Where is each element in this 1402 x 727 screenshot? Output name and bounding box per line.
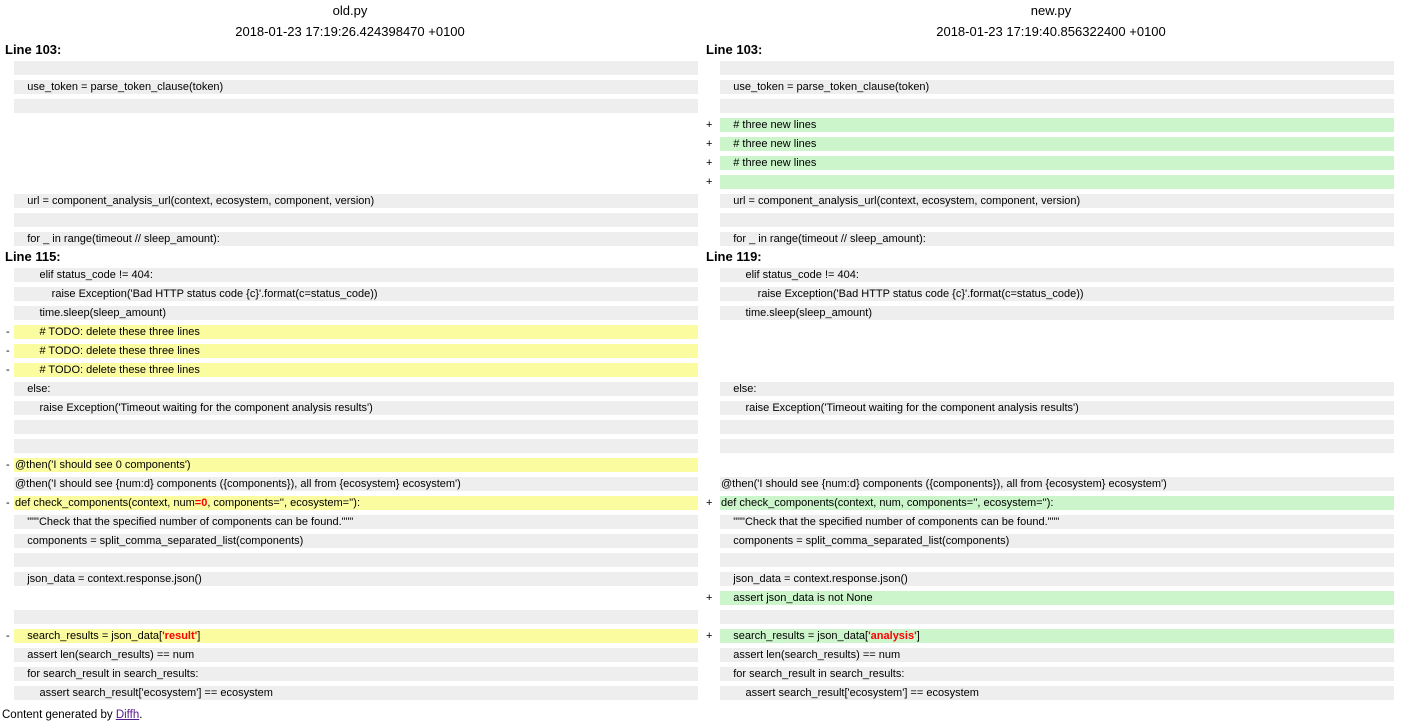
changed-text: 'analysis' — [868, 630, 917, 642]
no-marker — [698, 458, 720, 472]
code-text: else: — [721, 383, 757, 395]
code-text: @then('I should see {num:d} components ({components}), all from {ecosystem} ecosystem') — [15, 478, 461, 490]
no-marker — [0, 439, 14, 453]
old-code-line — [14, 382, 698, 396]
new-code-line — [720, 194, 1394, 208]
new-code-line — [720, 382, 1394, 396]
no-marker — [698, 61, 720, 75]
code-text: # TODO: delete these three lines — [15, 364, 200, 376]
old-code-line — [14, 194, 698, 208]
code-text: elif status_code != 404: — [721, 269, 859, 281]
code-text: , components='', ecosystem=''): — [207, 497, 361, 509]
old-code-line — [14, 591, 698, 605]
changed-text: 'result' — [162, 630, 198, 642]
no-marker — [0, 667, 14, 681]
no-marker — [0, 686, 14, 700]
new-code-line — [720, 156, 1394, 170]
no-marker — [0, 118, 14, 132]
diffh-link[interactable]: Diffh — [115, 709, 140, 721]
new-code-line — [720, 118, 1394, 132]
file-titles — [0, 4, 1402, 39]
code-text: raise Exception('Timeout waiting for the component analysis results') — [721, 402, 1079, 414]
code-text: url = component_analysis_url(context, ecosystem, component, version) — [15, 195, 375, 207]
old-code-line — [14, 287, 698, 301]
no-marker — [0, 648, 14, 662]
old-code-line — [14, 268, 698, 282]
added-marker: + — [706, 138, 713, 150]
new-hunk-header: Line 119: — [706, 249, 762, 264]
new-hunk-header: Line 103: — [706, 42, 763, 57]
removed-marker: - — [6, 459, 10, 471]
hunk-header-row — [0, 250, 1402, 264]
no-marker — [698, 420, 720, 434]
new-code-line — [720, 232, 1394, 246]
no-marker — [0, 194, 14, 208]
added-marker: + — [706, 592, 713, 604]
code-text: components = split_comma_separated_list(components) — [721, 535, 1010, 547]
new-code-line — [720, 401, 1394, 415]
code-text: ] — [197, 630, 201, 642]
new-code-line — [720, 534, 1394, 548]
no-marker — [698, 401, 720, 415]
no-marker — [698, 553, 720, 567]
code-text: for _ in range(timeout // sleep_amount): — [721, 233, 926, 245]
old-code-line — [14, 306, 698, 320]
no-marker — [0, 534, 14, 548]
new-code-line — [720, 686, 1394, 700]
no-marker — [0, 61, 14, 75]
removed-marker: - — [6, 497, 10, 509]
old-code-line — [14, 232, 698, 246]
new-code-line — [720, 496, 1394, 510]
old-code-line — [14, 401, 698, 415]
no-marker — [0, 515, 14, 529]
old-code-line — [14, 610, 698, 624]
old-code-line — [14, 99, 698, 113]
diff-rows — [0, 268, 1402, 700]
code-text: url = component_analysis_url(context, ecosystem, component, version) — [721, 195, 1081, 207]
code-text: ] — [916, 630, 920, 642]
no-marker — [698, 194, 720, 208]
code-text: search_results = json_data[ — [15, 630, 163, 642]
new-code-line — [720, 137, 1394, 151]
new-code-line — [720, 213, 1394, 227]
no-marker — [698, 477, 720, 491]
old-file-name: old.py — [332, 3, 368, 18]
no-marker — [0, 572, 14, 586]
old-code-line — [14, 667, 698, 681]
changed-text: =0 — [194, 497, 208, 509]
no-marker — [698, 99, 720, 113]
no-marker — [0, 591, 14, 605]
added-marker: + — [706, 157, 713, 169]
code-text: use_token = parse_token_clause(token) — [721, 81, 930, 93]
no-marker — [0, 213, 14, 227]
no-marker — [0, 287, 14, 301]
no-marker — [0, 382, 14, 396]
new-code-line — [720, 648, 1394, 662]
no-marker — [0, 306, 14, 320]
code-text: """Check that the specified number of components can be found.""" — [15, 516, 354, 528]
removed-marker: - — [6, 364, 10, 376]
old-code-line — [14, 629, 698, 643]
new-code-line — [720, 99, 1394, 113]
code-text: components = split_comma_separated_list(components) — [15, 535, 304, 547]
old-code-line — [14, 439, 698, 453]
no-marker — [698, 363, 720, 377]
code-text: use_token = parse_token_clause(token) — [15, 81, 224, 93]
code-text: @then('I should see {num:d} components ({components}), all from {ecosystem} ecosystem') — [721, 478, 1167, 490]
no-marker — [0, 232, 14, 246]
new-file-name: new.py — [1030, 3, 1072, 18]
no-marker — [698, 515, 720, 529]
old-code-line — [14, 496, 698, 510]
code-text: else: — [15, 383, 51, 395]
code-text: # three new lines — [721, 157, 817, 169]
new-code-line — [720, 477, 1394, 491]
code-text: search_results = json_data[ — [721, 630, 869, 642]
old-file-title — [0, 4, 700, 39]
new-code-line — [720, 175, 1394, 189]
no-marker — [0, 137, 14, 151]
new-code-line — [720, 458, 1394, 472]
old-file-timestamp: 2018-01-23 17:19:26.424398470 +0100 — [235, 24, 465, 39]
code-text: for _ in range(timeout // sleep_amount): — [15, 233, 220, 245]
no-marker — [698, 232, 720, 246]
old-code-line — [14, 137, 698, 151]
code-text: raise Exception('Timeout waiting for the component analysis results') — [15, 402, 373, 414]
old-code-line — [14, 118, 698, 132]
added-marker: + — [706, 119, 713, 131]
no-marker — [0, 477, 14, 491]
no-marker — [698, 306, 720, 320]
no-marker — [698, 287, 720, 301]
no-marker — [698, 667, 720, 681]
removed-marker: - — [6, 630, 10, 642]
no-marker — [698, 382, 720, 396]
old-code-line — [14, 534, 698, 548]
no-marker — [698, 610, 720, 624]
code-text: # three new lines — [721, 138, 817, 150]
code-text: # TODO: delete these three lines — [15, 345, 200, 357]
added-marker: + — [706, 630, 713, 642]
no-marker — [0, 156, 14, 170]
new-code-line — [720, 306, 1394, 320]
old-code-line — [14, 344, 698, 358]
no-marker — [0, 175, 14, 189]
no-marker — [0, 99, 14, 113]
no-marker — [698, 213, 720, 227]
code-text: json_data = context.response.json() — [15, 573, 202, 585]
code-text: raise Exception('Bad HTTP status code {c}'.format(c=status_code)) — [15, 288, 378, 300]
new-code-line — [720, 591, 1394, 605]
code-text: time.sleep(sleep_amount) — [15, 307, 167, 319]
code-text: for search_result in search_results: — [721, 668, 905, 680]
no-marker — [698, 572, 720, 586]
code-text: def check_components(context, num — [15, 497, 195, 509]
no-marker — [0, 420, 14, 434]
code-text: @then('I should see 0 components') — [15, 459, 191, 471]
no-marker — [0, 553, 14, 567]
old-code-line — [14, 213, 698, 227]
new-code-line — [720, 363, 1394, 377]
new-code-line — [720, 667, 1394, 681]
old-code-line — [14, 686, 698, 700]
no-marker — [698, 344, 720, 358]
no-marker — [698, 325, 720, 339]
no-marker — [698, 534, 720, 548]
new-code-line — [720, 629, 1394, 643]
old-code-line — [14, 515, 698, 529]
old-code-line — [14, 80, 698, 94]
code-text: """Check that the specified number of components can be found.""" — [721, 516, 1060, 528]
code-text: def check_components(context, num, components='', ecosystem=''): — [721, 497, 1054, 509]
code-text: # TODO: delete these three lines — [15, 326, 200, 338]
diff-rows — [0, 61, 1402, 246]
new-code-line — [720, 572, 1394, 586]
no-marker — [0, 80, 14, 94]
code-text: assert len(search_results) == num — [15, 649, 195, 661]
new-code-line — [720, 420, 1394, 434]
no-marker — [698, 686, 720, 700]
new-file-title — [700, 4, 1402, 39]
new-file-timestamp: 2018-01-23 17:19:40.856322400 +0100 — [936, 24, 1166, 39]
old-hunk-header: Line 115: — [5, 249, 61, 264]
old-code-line — [14, 61, 698, 75]
no-marker — [0, 610, 14, 624]
code-text: json_data = context.response.json() — [721, 573, 908, 585]
old-code-line — [14, 572, 698, 586]
code-text: assert search_result['ecosystem'] == ecosystem — [721, 687, 979, 699]
code-text: elif status_code != 404: — [15, 269, 153, 281]
footer-period: . — [139, 709, 143, 721]
no-marker — [698, 268, 720, 282]
new-code-line — [720, 61, 1394, 75]
old-code-line — [14, 325, 698, 339]
new-code-line — [720, 268, 1394, 282]
added-marker: + — [706, 497, 713, 509]
footer-text: Content generated by — [2, 709, 116, 721]
no-marker — [0, 401, 14, 415]
old-code-line — [14, 477, 698, 491]
code-text: raise Exception('Bad HTTP status code {c}'.format(c=status_code)) — [721, 288, 1084, 300]
code-text: assert search_result['ecosystem'] == ecosystem — [15, 687, 273, 699]
code-text: assert json_data is not None — [721, 592, 873, 604]
old-code-line — [14, 648, 698, 662]
old-code-line — [14, 420, 698, 434]
code-text: for search_result in search_results: — [15, 668, 199, 680]
old-code-line — [14, 553, 698, 567]
new-code-line — [720, 553, 1394, 567]
removed-marker: - — [6, 345, 10, 357]
old-hunk-header: Line 103: — [5, 42, 62, 57]
hunk-header-row — [0, 43, 1402, 57]
removed-marker: - — [6, 326, 10, 338]
old-code-line — [14, 458, 698, 472]
no-marker — [698, 80, 720, 94]
code-text: assert len(search_results) == num — [721, 649, 901, 661]
added-marker: + — [706, 176, 713, 188]
no-marker — [0, 268, 14, 282]
code-text: # three new lines — [721, 119, 817, 131]
code-text: time.sleep(sleep_amount) — [721, 307, 873, 319]
new-code-line — [720, 610, 1394, 624]
old-code-line — [14, 175, 698, 189]
new-code-line — [720, 515, 1394, 529]
old-code-line — [14, 156, 698, 170]
footer — [0, 708, 1402, 722]
diff-table — [0, 43, 1402, 700]
new-code-line — [720, 80, 1394, 94]
no-marker — [698, 439, 720, 453]
new-code-line — [720, 439, 1394, 453]
new-code-line — [720, 325, 1394, 339]
new-code-line — [720, 344, 1394, 358]
no-marker — [698, 648, 720, 662]
old-code-line — [14, 363, 698, 377]
new-code-line — [720, 287, 1394, 301]
